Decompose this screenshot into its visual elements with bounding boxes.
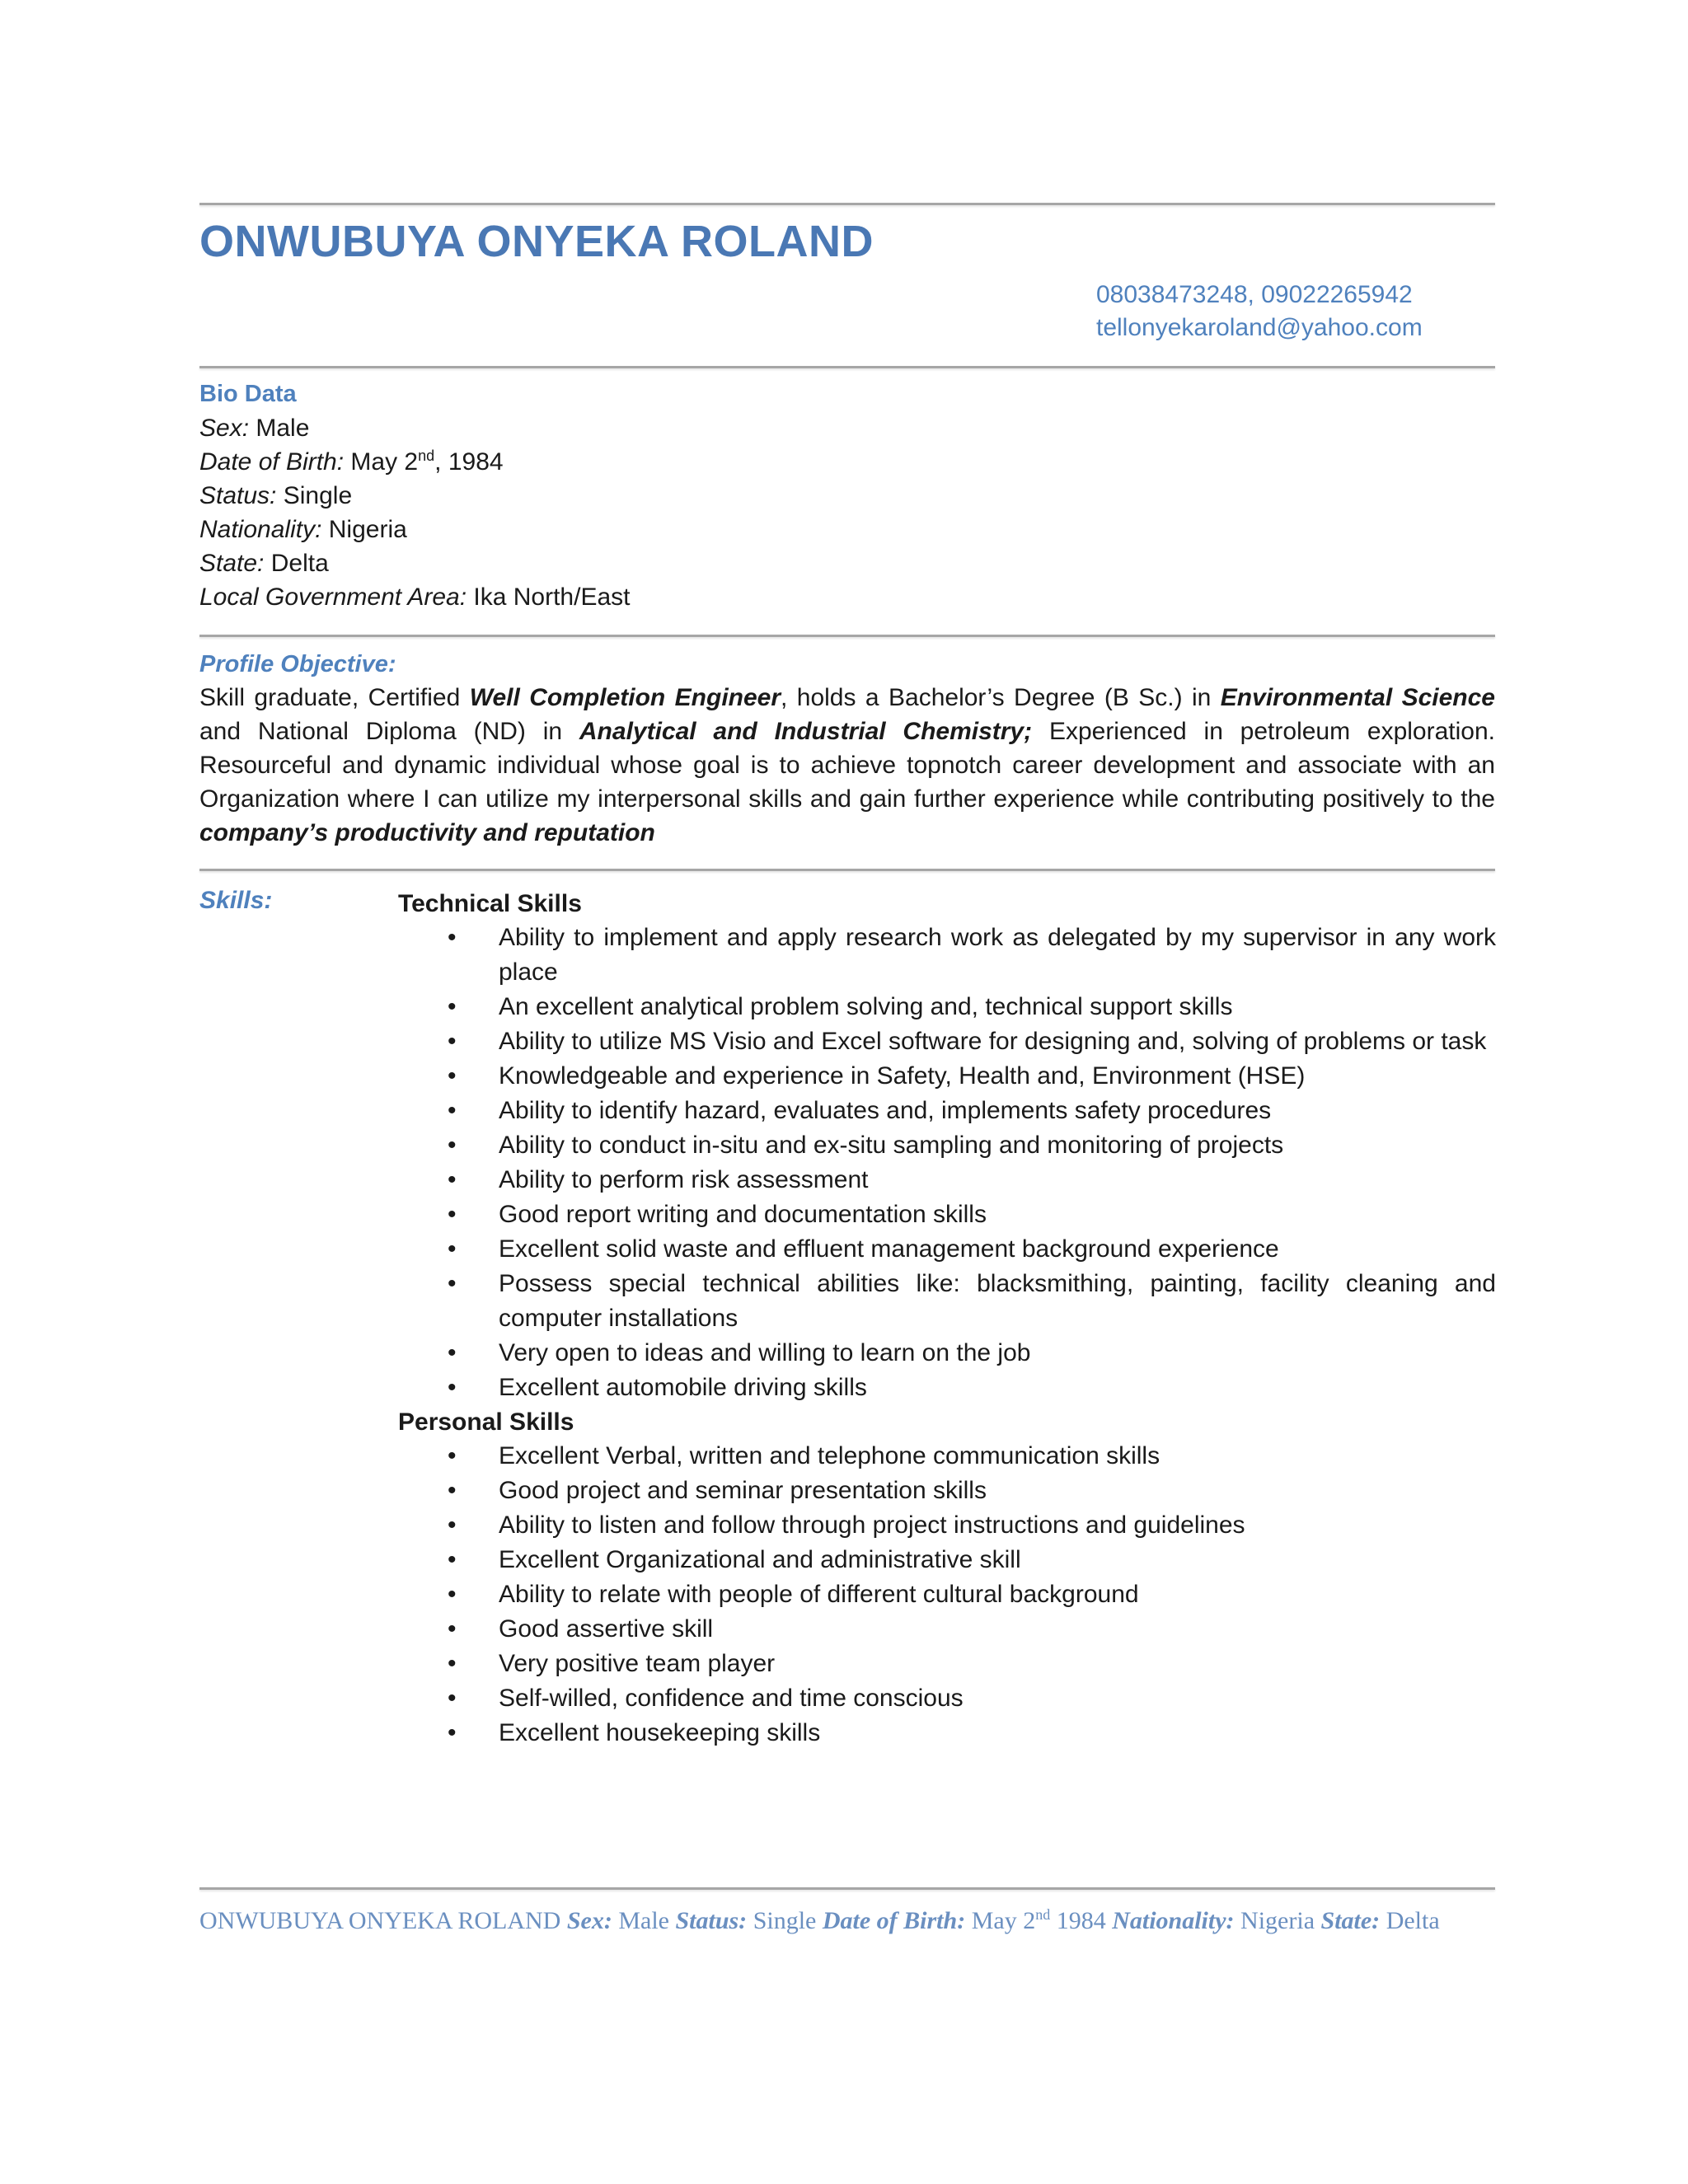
skill-item (398, 1647, 1496, 1681)
footer-dob-label: Date of Birth: (822, 1907, 966, 1934)
bio-sex-label: Sex: (199, 415, 250, 442)
skill-item (398, 1163, 1496, 1197)
profile-objective-title: Profile Objective: (199, 651, 396, 677)
skill-text: Excellent Verbal, written and telephone communication skills (499, 1442, 1160, 1469)
bio-data-title: Bio Data (199, 381, 297, 407)
footer-dob: May 2 (965, 1907, 1036, 1934)
skill-item (398, 1543, 1496, 1577)
skill-text: Very positive team player (499, 1650, 776, 1677)
profile-emph-2: Environmental Science (1220, 684, 1495, 711)
bio-nationality (199, 513, 630, 546)
skills-label: Skills: (199, 887, 273, 914)
bullet-icon: • (448, 1685, 457, 1712)
phone-numbers: 08038473248, 09022265942 (1096, 281, 1413, 308)
footer-state-label: State: (1320, 1907, 1381, 1934)
skill-item (398, 1336, 1496, 1371)
profile-text-3: and National Diploma (ND) in (199, 718, 579, 745)
bullet-icon: • (448, 1166, 457, 1193)
profile-text-4: Experienced in petroleum exploration. Resourceful and dynamic individual whose goal is to achieve topnotch career development and associate with an Organization where I can utilize my interpersonal skills and gain further experience while contributing positively to the (199, 718, 1495, 813)
bio-dob (199, 445, 630, 479)
skill-item (398, 1577, 1496, 1612)
footer-sex-label: Sex: (566, 1907, 612, 1934)
skill-text: Ability to listen and follow through project instructions and guidelines (499, 1511, 1245, 1539)
skill-text: Self-willed, confidence and time conscious (499, 1685, 964, 1712)
footer-dob-year: 1984 (1050, 1907, 1113, 1934)
footer-dob-suffix: nd (1035, 1906, 1051, 1923)
skill-text: Ability to identify hazard, evaluates and, implements safety procedures (499, 1097, 1272, 1124)
skill-text: Ability to relate with people of different cultural background (499, 1581, 1139, 1608)
skill-item (398, 1474, 1496, 1508)
bio-sex-value: Male (256, 415, 310, 442)
top-rule (199, 203, 1495, 205)
bullet-icon: • (448, 993, 457, 1020)
profile-emph-1: Well Completion Engineer (469, 684, 781, 711)
bullet-icon: • (448, 1270, 457, 1297)
skill-text: Excellent automobile driving skills (499, 1374, 867, 1401)
bullet-icon: • (448, 1062, 457, 1090)
footer-status-label: Status: (675, 1907, 748, 1934)
personal-skills-title: Personal Skills (398, 1408, 574, 1436)
bullet-icon: • (448, 924, 457, 951)
skill-item (398, 1716, 1496, 1750)
bio-sex (199, 411, 630, 445)
footer-sex: Male (612, 1907, 676, 1934)
skill-item (398, 921, 1496, 990)
footer-nationality-label: Nationality: (1112, 1907, 1235, 1934)
skill-item (398, 1681, 1496, 1716)
bio-dob-label: Date of Birth: (199, 448, 345, 476)
profile-emph-3: Analytical and Industrial Chemistry; (579, 718, 1033, 745)
skill-item (398, 990, 1496, 1024)
bullet-icon: • (448, 1477, 457, 1504)
skill-text: Excellent solid waste and effluent management background experience (499, 1235, 1279, 1263)
profile-text-1: Skill graduate, Certified (199, 684, 470, 711)
bio-status-value: Single (283, 482, 353, 509)
bio-rule (199, 635, 1495, 637)
bio-dob-year: , 1984 (434, 448, 504, 476)
skill-item (398, 1612, 1496, 1647)
skill-text: Good report writing and documentation skills (499, 1201, 987, 1228)
contact-block (1096, 279, 1423, 344)
footer-name: ONWUBUYA ONYEKA ROLAND (199, 1907, 567, 1934)
bullet-icon: • (448, 1546, 457, 1573)
skill-text: Good project and seminar presentation skills (499, 1477, 987, 1504)
skill-text: Good assertive skill (499, 1615, 714, 1643)
bio-nationality-value: Nigeria (328, 516, 407, 543)
skill-item (398, 1197, 1496, 1232)
bullet-icon: • (448, 1581, 457, 1608)
bio-state (199, 546, 630, 580)
bio-status-label: Status: (199, 482, 277, 509)
profile-objective-text (199, 681, 1495, 850)
profile-objective-title-wrap (199, 648, 396, 682)
bullet-icon: • (448, 1615, 457, 1643)
skill-item (398, 1094, 1496, 1128)
skill-item (398, 1232, 1496, 1267)
skill-text: Very open to ideas and willing to learn on the job (499, 1339, 1031, 1366)
footer-nationality: Nigeria (1234, 1907, 1321, 1934)
skill-text: Ability to perform risk assessment (499, 1166, 869, 1193)
skill-text: Ability to implement and apply research work as delegated by my supervisor in any work place (499, 924, 1496, 986)
header-rule (199, 366, 1495, 368)
bullet-icon: • (448, 1719, 457, 1746)
bullet-icon: • (448, 1650, 457, 1677)
skill-text: Excellent Organizational and administrative skill (499, 1546, 1021, 1573)
bio-lga-value: Ika North/East (473, 583, 631, 611)
skill-text: Ability to utilize MS Visio and Excel software for designing and, solving of problems or task (499, 1028, 1487, 1055)
bio-dob-suffix: nd (418, 448, 435, 464)
bullet-icon: • (448, 1028, 457, 1055)
skill-item (398, 1059, 1496, 1094)
skill-text: Knowledgeable and experience in Safety, Health and, Environment (HSE) (499, 1062, 1306, 1090)
email-address: tellonyekaroland@yahoo.com (1096, 314, 1423, 341)
footer-rule (199, 1887, 1495, 1890)
skill-item (398, 1267, 1496, 1336)
candidate-name: ONWUBUYA ONYEKA ROLAND (199, 217, 874, 266)
footer-status: Single (747, 1907, 823, 1934)
bullet-icon: • (448, 1442, 457, 1469)
footer-summary (199, 1907, 1440, 1935)
skill-item (398, 1128, 1496, 1163)
bio-lga (199, 580, 630, 614)
personal-skills-list (398, 1439, 1496, 1750)
bullet-icon: • (448, 1339, 457, 1366)
bio-dob-day: May 2 (350, 448, 419, 476)
profile-rule (199, 869, 1495, 871)
profile-emph-4: company’s productivity and reputation (199, 819, 655, 846)
bio-lga-label: Local Government Area: (199, 583, 467, 611)
bullet-icon: • (448, 1235, 457, 1263)
profile-text-2: , holds a Bachelor’s Degree (B Sc.) in (781, 684, 1221, 711)
skill-text: Ability to conduct in-situ and ex-situ sampling and monitoring of projects (499, 1132, 1284, 1159)
bio-status (199, 479, 630, 513)
footer-state: Delta (1380, 1907, 1440, 1934)
bullet-icon: • (448, 1511, 457, 1539)
skill-text: Possess special technical abilities like: blacksmithing, painting, facility cleaning and computer installations (499, 1270, 1496, 1332)
bio-nationality-label: Nationality: (199, 516, 322, 543)
skill-item (398, 1508, 1496, 1543)
bullet-icon: • (448, 1097, 457, 1124)
bullet-icon: • (448, 1132, 457, 1159)
bullet-icon: • (448, 1201, 457, 1228)
technical-skills-title: Technical Skills (398, 890, 582, 917)
bio-state-label: State: (199, 550, 265, 577)
skill-item (398, 1024, 1496, 1059)
skill-item (398, 1439, 1496, 1474)
bio-data-section (199, 377, 630, 614)
skill-text: Excellent housekeeping skills (499, 1719, 821, 1746)
skill-text: An excellent analytical problem solving and, technical support skills (499, 993, 1233, 1020)
bio-state-value: Delta (270, 550, 329, 577)
technical-skills-list (398, 921, 1496, 1405)
skill-item (398, 1371, 1496, 1405)
skills-column (398, 887, 1496, 1750)
bullet-icon: • (448, 1374, 457, 1401)
